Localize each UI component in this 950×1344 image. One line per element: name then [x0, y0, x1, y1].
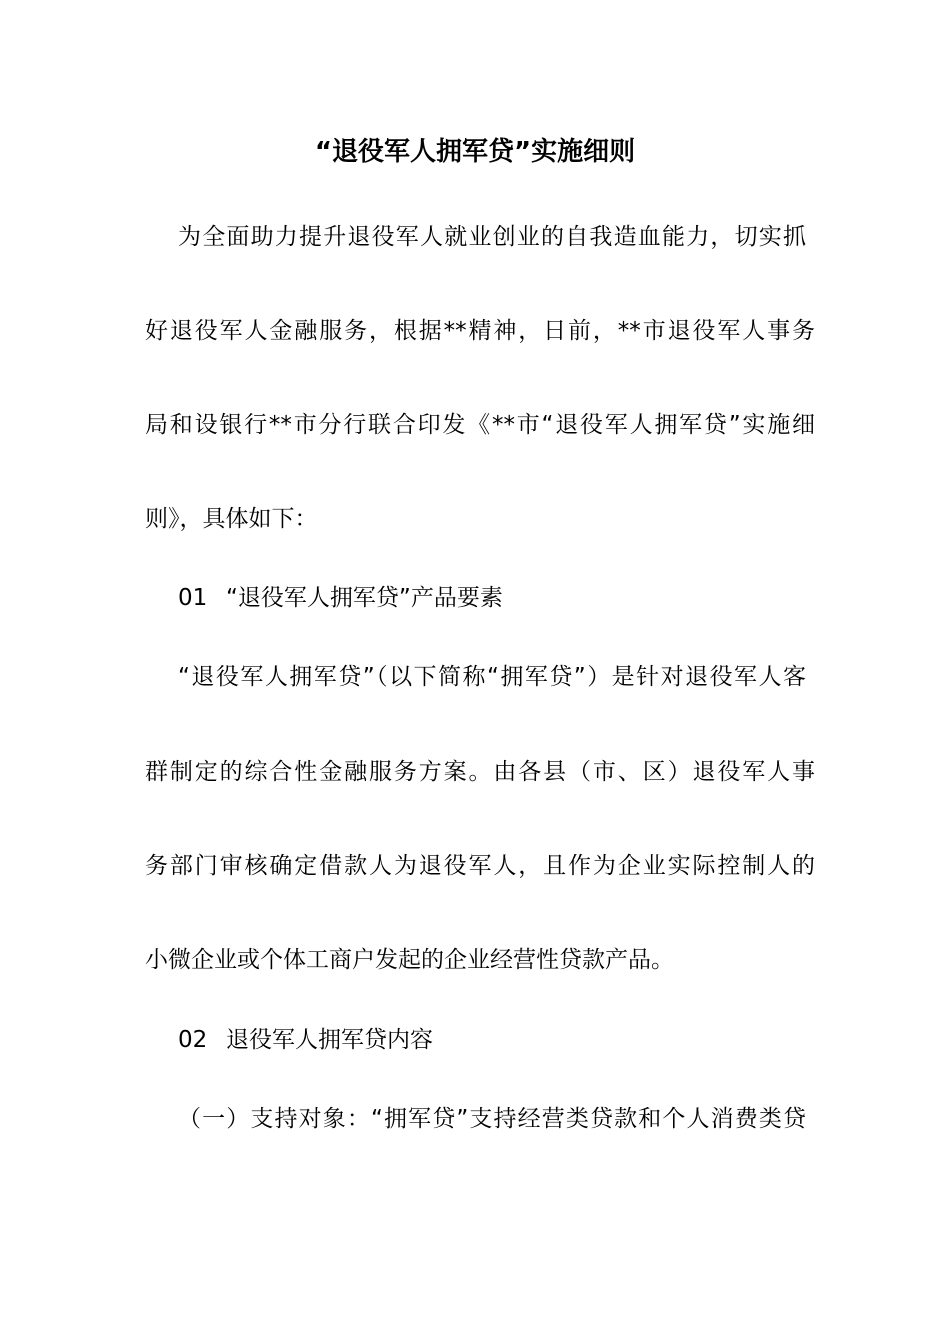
document-title: “退役军人拥军贷”实施细则: [314, 137, 636, 167]
paragraph-line: （一）支持对象：“拥军贷”支持经营类贷款和个人消费类贷: [178, 1106, 806, 1132]
section-heading-01: [178, 578, 503, 618]
paragraph-line: “退役军人拥军贷”（以下简称“拥军贷”）是针对退役军人客: [178, 664, 806, 690]
paragraph-line: 群制定的综合性金融服务方案。由各县（市、区）退役军人事: [145, 759, 815, 785]
section-title: “退役军人拥军贷”产品要素: [226, 585, 503, 611]
section-number: 01: [178, 585, 208, 611]
paragraph-line: 务部门审核确定借款人为退役军人，且作为企业实际控制人的: [145, 853, 815, 879]
paragraph-line: 小微企业或个体工商户发起的企业经营性贷款产品。: [145, 947, 674, 973]
section-title: 退役军人拥军贷内容: [226, 1027, 433, 1053]
section-heading-02: [178, 1020, 433, 1060]
paragraph-line: 为全面助力提升退役军人就业创业的自我造血能力，切实抓: [178, 224, 806, 250]
paragraph-line: 则》，具体如下：: [145, 506, 318, 532]
section-number: 02: [178, 1027, 208, 1053]
paragraph-line: 局和设银行**市分行联合印发《**市“退役军人拥军贷”实施细: [145, 412, 815, 438]
paragraph-line: 好退役军人金融服务，根据**精神，日前，**市退役军人事务: [145, 318, 815, 344]
